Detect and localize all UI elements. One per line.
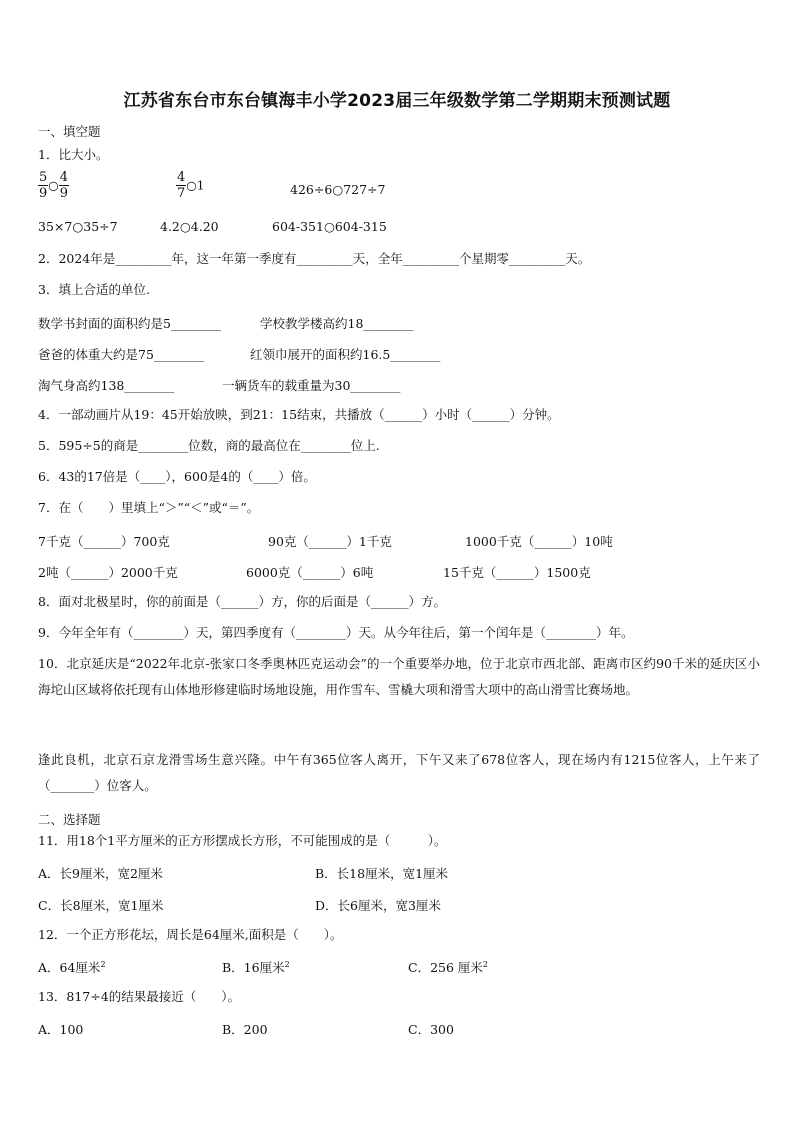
q1-expr-4: 604-351○604-315 [272, 219, 387, 234]
q7-item-e: 6000克（______）6吨 [246, 565, 374, 580]
section-multiple-choice: 二、选择题 [38, 812, 101, 827]
q3-item-a: 数学书封面的面积约是5________ [38, 316, 221, 331]
q9: 9．今年全年有（________）天，第四季度有（________）天。从今年往后，第一个闰年是（________）年。 [38, 625, 634, 640]
q3-item-f: 一辆货车的载重量为30________ [222, 378, 401, 393]
q7-label: 7．在（ ）里填上“＞”“＜”或“＝”。 [38, 500, 260, 515]
q5: 5．595÷5的商是________位数，商的最高位在________位上. [38, 438, 380, 453]
fraction-4-9: $\frac{4}{9}$ [59, 170, 69, 201]
q10-paragraph-1: 10．北京延庆是“2022年北京-张家口冬季奥林匹克运动会”的一个重要举办地，位于北京市西北部、距离市区约90千米的延庆区小海坨山区域将依托现有山体地形修建临时场地设施，用作雪车、雪橇大项和滑雪大项中的高山滑雪比赛场地。 [38, 656, 760, 697]
q7-item-d: 2吨（______）2000千克 [38, 565, 178, 580]
q13-label: 13．817÷4的结果最接近（ ）。 [38, 989, 240, 1004]
q3-item-b: 学校教学楼高约18________ [260, 316, 414, 331]
fraction-4-7: $\frac{4}{7}$ [177, 170, 186, 201]
q1-compare-fractions-b [176, 170, 204, 201]
q7-item-f: 15千克（______）1500克 [443, 565, 591, 580]
q3-item-d: 红领巾展开的面积约16.5________ [250, 347, 441, 362]
page-title: 江苏省东台市东台镇海丰小学2023届三年级数学第二学期期末预测试题 [123, 91, 671, 111]
q12-option-c: C．256 厘米$^2$ [408, 959, 488, 975]
q1-expr-1: 426÷6○727÷7 [290, 182, 386, 197]
q1-compare-fractions-a [38, 170, 69, 201]
q12-option-b: B．16厘米$^2$ [222, 959, 290, 975]
q1-expr-3: 4.2○4.20 [160, 219, 219, 234]
q3-item-c: 爸爸的体重大约是75________ [38, 347, 204, 362]
q6: 6．43的17倍是（____），600是4的（____）倍。 [38, 469, 316, 484]
section-fill-blank: 一、填空题 [38, 124, 101, 139]
q1-expr-2: 35×7○35÷7 [38, 219, 118, 234]
q13-option-b: B．200 [222, 1022, 268, 1037]
q11-option-d: D．长6厘米，宽3厘米 [315, 898, 441, 913]
q1-label: 1．比大小。 [38, 147, 109, 162]
q7-item-c: 1000千克（______）10吨 [465, 534, 613, 549]
q3-label: 3．填上合适的单位. [38, 282, 150, 297]
q13-option-a: A．100 [38, 1022, 84, 1037]
q11-option-c: C．长8厘米，宽1厘米 [38, 898, 164, 913]
compare-circle: ○ [48, 178, 59, 193]
q13-option-c: C．300 [408, 1022, 454, 1037]
q12-option-a: A．64厘米$^2$ [38, 959, 106, 975]
fraction-5-9: $\frac{5}{9}$ [39, 170, 48, 201]
compare-circle: ○1 [186, 178, 205, 193]
q10-paragraph-2: 逢此良机，北京石京龙滑雪场生意兴隆。中午有365位客人离开，下午又来了678位客人，现在场内有1215位客人，上午来了（_______）位客人。 [38, 752, 760, 793]
q3-item-e: 淘气身高约138________ [38, 378, 175, 393]
q11-option-b: B．长18厘米，宽1厘米 [315, 866, 449, 881]
q8: 8．面对北极星时，你的前面是（______）方，你的后面是（______）方。 [38, 594, 446, 609]
q11-option-a: A．长9厘米，宽2厘米 [38, 866, 163, 881]
q7-item-b: 90克（______）1千克 [268, 534, 392, 549]
q11-label: 11．用18个1平方厘米的正方形摆成长方形，不可能围成的是（ ）。 [38, 833, 447, 848]
q12-label: 12．一个正方形花坛，周长是64厘米,面积是（ ）。 [38, 927, 343, 942]
q7-item-a: 7千克（______）700克 [38, 534, 170, 549]
q2: 2．2024年是_________年，这一年第一季度有_________天，全年_________个星期零_________天。 [38, 251, 591, 266]
q4: 4．一部动画片从19：45开始放映，到21：15结束，共播放（______）小时（______）分钟。 [38, 407, 560, 422]
